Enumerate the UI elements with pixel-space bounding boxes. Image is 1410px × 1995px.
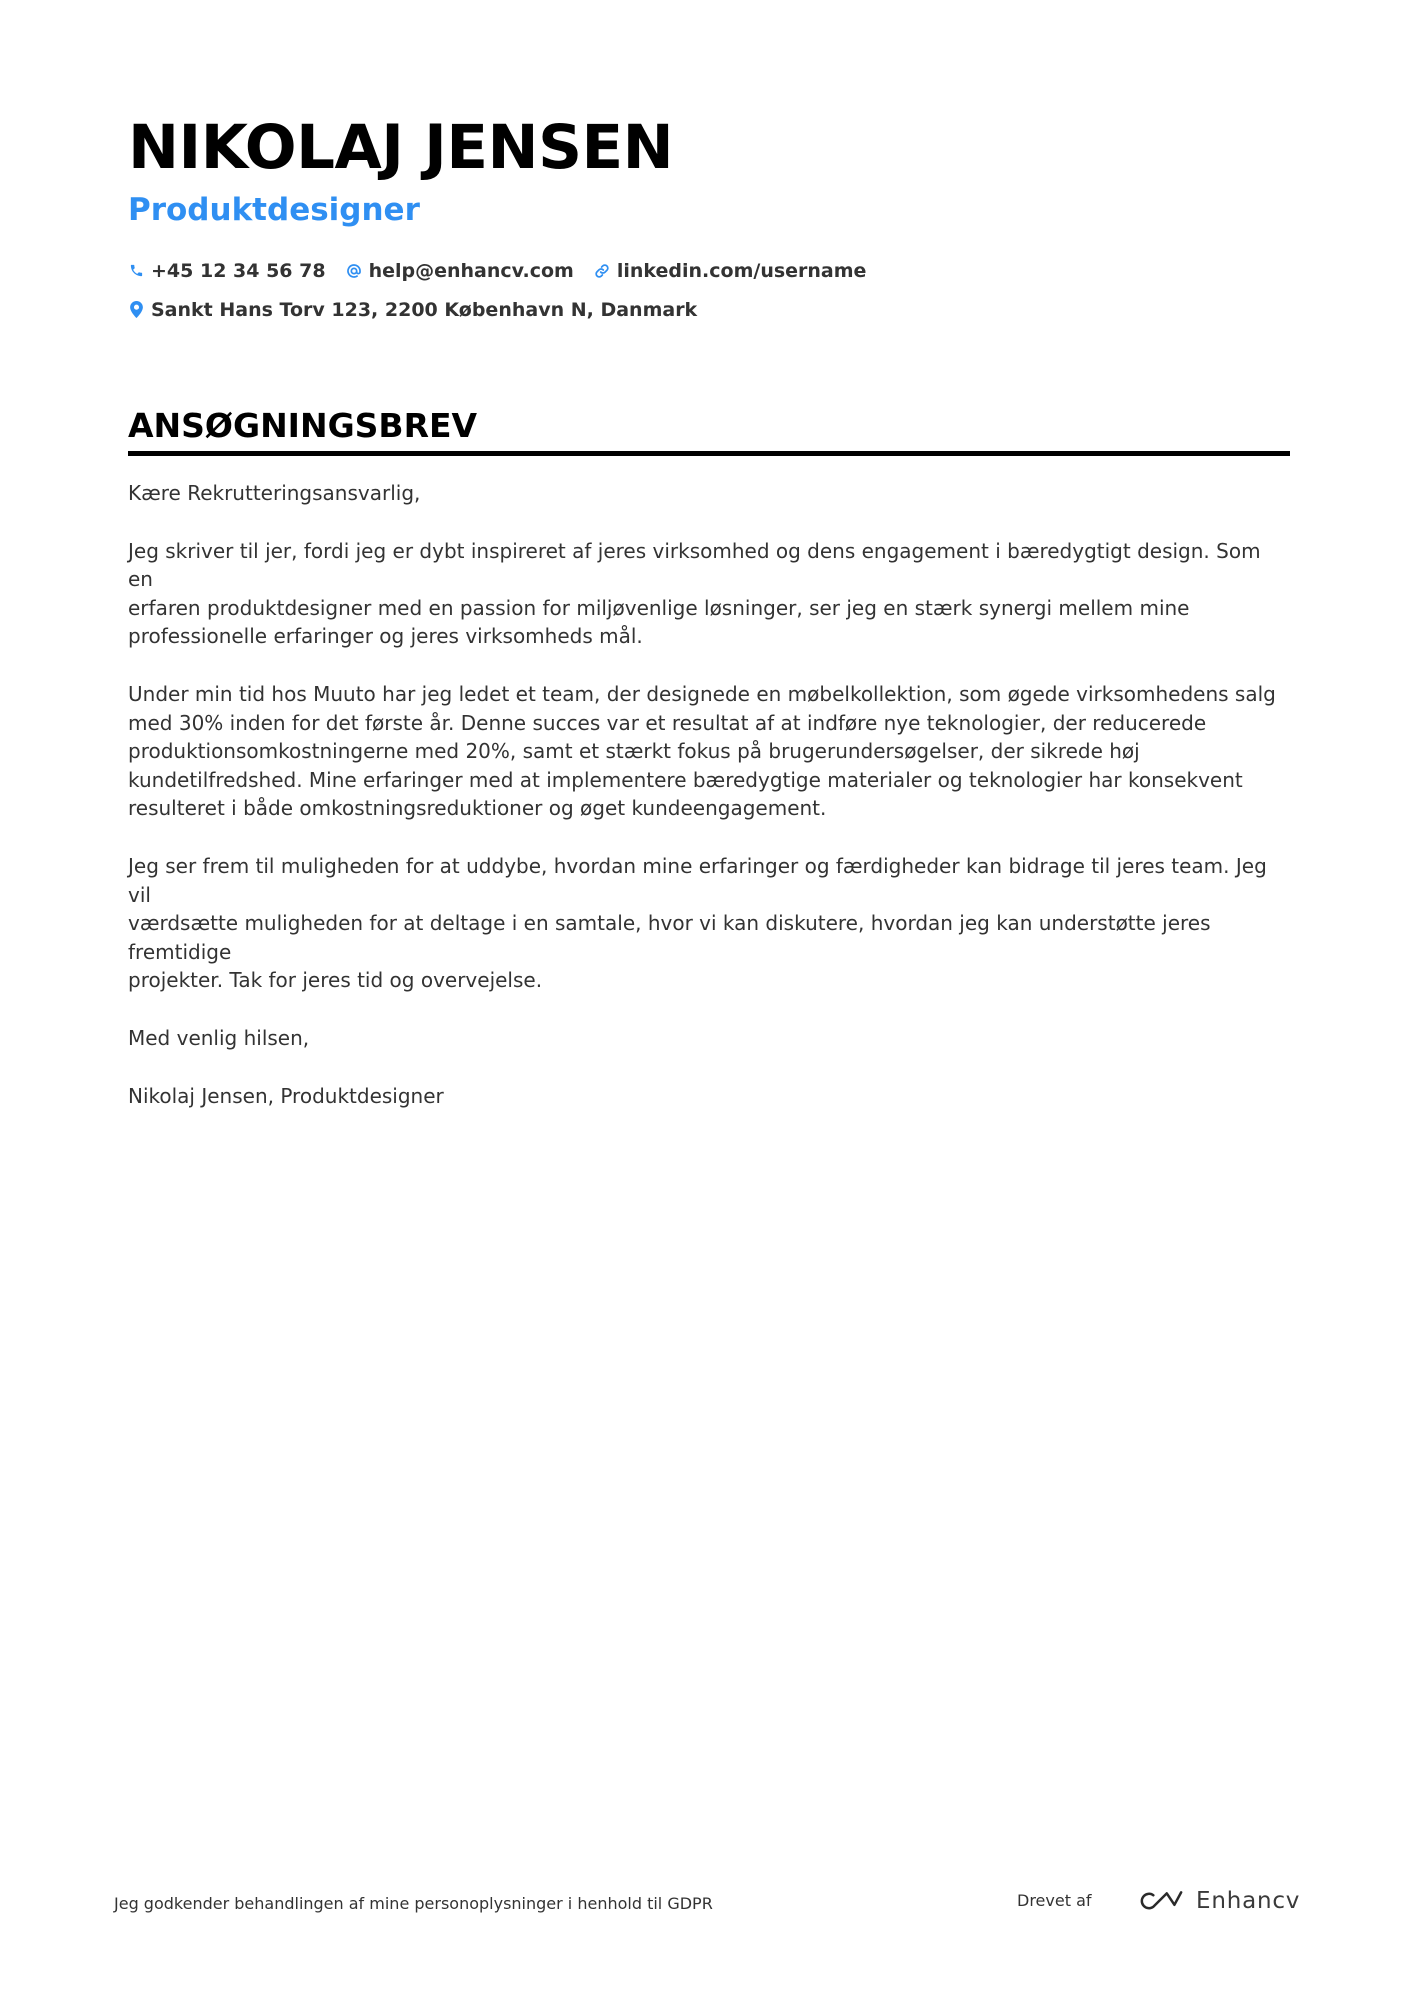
candidate-name: NIKOLAJ JENSEN	[128, 112, 674, 183]
address-text: Sankt Hans Torv 123, 2200 København N, Danmark	[151, 298, 698, 321]
at-sign-icon	[346, 262, 362, 280]
powered-by-label: Drevet af	[1017, 1891, 1092, 1910]
section-header	[128, 404, 1290, 456]
email-link[interactable]: help@enhancv.com	[368, 259, 574, 282]
contact-phone	[128, 260, 326, 282]
contact-row-secondary	[128, 290, 1290, 329]
letter-paragraph: Jeg skriver til jer, fordi jeg er dybt inspireret af jeres virksomhed og dens engagement i bæredygtigt design. Som en erfaren produktdesigner med en passion for miljøvenlige løsninger, ser jeg en stærk synergi mellem mine professionelle erfaringer og jeres virksomheds mål.	[128, 538, 1261, 649]
contact-linkedin[interactable]	[594, 260, 867, 282]
candidate-role: Produktdesigner	[128, 192, 420, 228]
contact-row-primary	[128, 251, 1290, 290]
section-divider	[128, 451, 1290, 456]
brand-name: Enhancv	[1196, 1888, 1301, 1914]
contact-email[interactable]	[346, 260, 574, 282]
header	[128, 112, 1290, 329]
phone-icon	[128, 262, 144, 280]
letter-closing: Med venlig hilsen,	[128, 1025, 310, 1050]
contact-info	[128, 251, 1290, 329]
letter-paragraph: Jeg ser frem til muligheden for at uddybe, hvordan mine erfaringer og færdigheder kan bidrage til jeres team. Jeg vil værdsætte muligheden for at deltage i en samtale, hvor vi kan diskutere, hvordan jeg kan understøtte jeres fremtidige projekter. Tak for jeres tid og overvejelse.	[128, 853, 1267, 993]
section-title: ANSØGNINGSBREV	[128, 406, 478, 445]
contact-address	[128, 299, 697, 321]
location-pin-icon	[128, 301, 144, 319]
enhancv-logo-icon	[1138, 1888, 1184, 1914]
phone-text: +45 12 34 56 78	[151, 259, 326, 282]
letter-salutation: Kære Rekrutteringsansvarlig,	[128, 481, 421, 505]
brand-logo[interactable]	[1138, 1884, 1300, 1918]
letter-body	[128, 479, 1290, 1139]
gdpr-consent: Jeg godkender behandlingen af mine personoplysninger i henhold til GDPR	[114, 1894, 713, 1913]
linkedin-link[interactable]: linkedin.com/username	[616, 259, 867, 282]
link-icon	[594, 262, 610, 280]
letter-signature: Nikolaj Jensen, Produktdesigner	[128, 1083, 444, 1108]
letter-paragraph: Under min tid hos Muuto har jeg ledet et team, der designede en møbelkollektion, som øgede virksomhedens salg med 30% inden for det første år. Denne succes var et resultat af at indføre nye teknologier, der reducerede produktionsomkostningerne med 20%, samt et stærkt fokus på brugerundersøgelser, der sikrede høj kundetilfredshed. Mine erfaringer med at implementere bæredygtige materialer og teknologier har konsekvent resulteret i både omkostningsreduktioner og øget kundeengagement.	[128, 681, 1276, 821]
